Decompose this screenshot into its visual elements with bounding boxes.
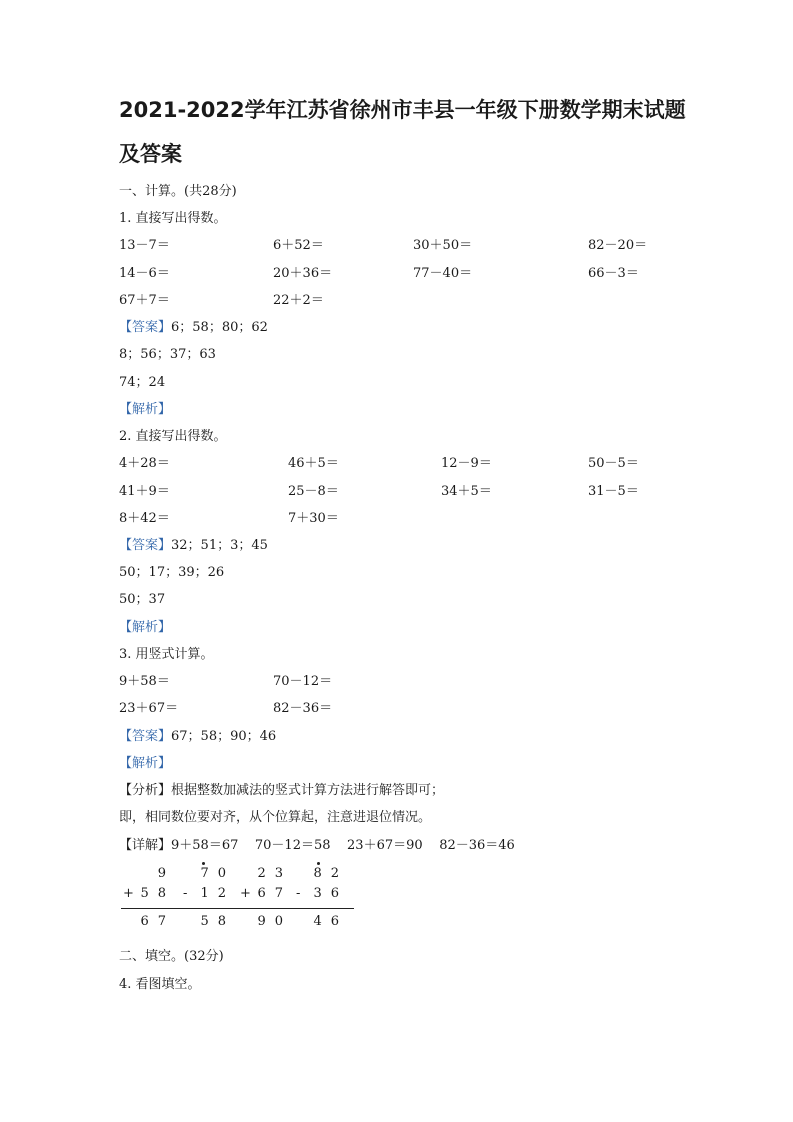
- vertical-calc: [294, 866, 354, 936]
- q3-expr: 70－12＝: [273, 674, 333, 689]
- vertical-top: 9: [157, 866, 175, 881]
- answer-text: 6；58；80；62: [171, 320, 268, 335]
- vertical-divider: [121, 908, 181, 909]
- q1-expr: 77－40＝: [413, 266, 473, 281]
- section-2-heading: 二、填空。(32分): [119, 949, 224, 964]
- vertical-result: 90: [257, 914, 292, 929]
- q2-answer-line: 50；37: [119, 592, 166, 607]
- q2-expr: 7＋30＝: [288, 511, 339, 526]
- q2-expr: 12－9＝: [441, 456, 492, 471]
- doc-title-line-2: 及答案: [119, 142, 182, 166]
- vertical-operator: +: [240, 886, 251, 901]
- q1-expr: 67＋7＝: [119, 293, 170, 308]
- q3-expr: 9＋58＝: [119, 674, 170, 689]
- vertical-mid: 12: [200, 886, 235, 901]
- q2-expr: 8＋42＝: [119, 511, 170, 526]
- q3-analysis-tag: 【解析】: [119, 756, 172, 771]
- q2-answer: [119, 534, 268, 553]
- q2-expr: 25－8＝: [288, 484, 339, 499]
- vertical-divider: [294, 908, 354, 909]
- q2-expr: 31－5＝: [588, 484, 639, 499]
- q1-expr: 30＋50＝: [413, 238, 473, 253]
- vertical-result: 67: [140, 914, 175, 929]
- vertical-top: 70: [200, 866, 235, 881]
- q3-fenxi: 【分析】根据整数加减法的竖式计算方法进行解答即可；: [119, 783, 445, 798]
- q1-expr: 22＋2＝: [273, 293, 324, 308]
- vertical-result: 58: [200, 914, 235, 929]
- q1-analysis-tag: 【解析】: [119, 402, 172, 417]
- q2-expr: 46＋5＝: [288, 456, 339, 471]
- q1-answer-line: 8；56；37；63: [119, 347, 216, 362]
- q2-label: 2. 直接写出得数。: [119, 429, 227, 444]
- q3-expr: 82－36＝: [273, 701, 333, 716]
- vertical-divider: [181, 908, 241, 909]
- vertical-operator: -: [296, 886, 301, 901]
- vertical-top: 82: [313, 866, 348, 881]
- q1-expr: 20＋36＝: [273, 266, 333, 281]
- q1-expr: 66－3＝: [588, 266, 639, 281]
- q2-analysis-tag: 【解析】: [119, 620, 172, 635]
- vertical-mid: 36: [313, 886, 348, 901]
- q3-expr: 23＋67＝: [119, 701, 179, 716]
- q1-expr: 14－6＝: [119, 266, 170, 281]
- answer-tag: 【答案】: [119, 538, 172, 553]
- vertical-divider: [238, 908, 298, 909]
- q2-answer-line: 50；17；39；26: [119, 565, 225, 580]
- q2-expr: 34＋5＝: [441, 484, 492, 499]
- doc-title-line-1: 2021-2022学年江苏省徐州市丰县一年级下册数学期末试题: [119, 98, 686, 122]
- vertical-calc: [121, 866, 181, 936]
- vertical-result: 46: [313, 914, 348, 929]
- answer-tag: 【答案】: [119, 320, 172, 335]
- q1-expr: 6＋52＝: [273, 238, 324, 253]
- answer-text: 32；51；3；45: [171, 538, 268, 553]
- q3-label: 3. 用竖式计算。: [119, 647, 214, 662]
- q4-label: 4. 看图填空。: [119, 977, 201, 992]
- q1-expr: 82－20＝: [588, 238, 648, 253]
- q3-answer: [119, 725, 276, 744]
- section-1-heading: 一、计算。(共28分): [119, 184, 237, 199]
- q2-expr: 41＋9＝: [119, 484, 170, 499]
- q2-expr: 4＋28＝: [119, 456, 170, 471]
- borrow-dot: [317, 862, 320, 865]
- vertical-calc: [181, 866, 241, 936]
- q1-answer-line: 74；24: [119, 375, 166, 390]
- vertical-calc: [238, 866, 301, 936]
- q3-fenxi-2: 即，相同数位要对齐，从个位算起，注意进退位情况。: [119, 810, 432, 825]
- vertical-mid: 67: [257, 886, 292, 901]
- answer-tag: 【答案】: [119, 729, 172, 744]
- vertical-mid: 58: [140, 886, 175, 901]
- q1-label: 1. 直接写出得数。: [119, 211, 227, 226]
- vertical-operator: +: [123, 886, 134, 901]
- vertical-operator: -: [183, 886, 188, 901]
- vertical-top: 23: [257, 866, 292, 881]
- borrow-dot: [202, 862, 205, 865]
- q3-xiangjie: 【详解】9＋58＝67 70－12＝58 23＋67＝90 82－36＝46: [119, 838, 515, 853]
- q2-expr: 50－5＝: [588, 456, 639, 471]
- answer-text: 67；58；90；46: [171, 729, 277, 744]
- q1-answer: [119, 316, 268, 335]
- q1-expr: 13－7＝: [119, 238, 170, 253]
